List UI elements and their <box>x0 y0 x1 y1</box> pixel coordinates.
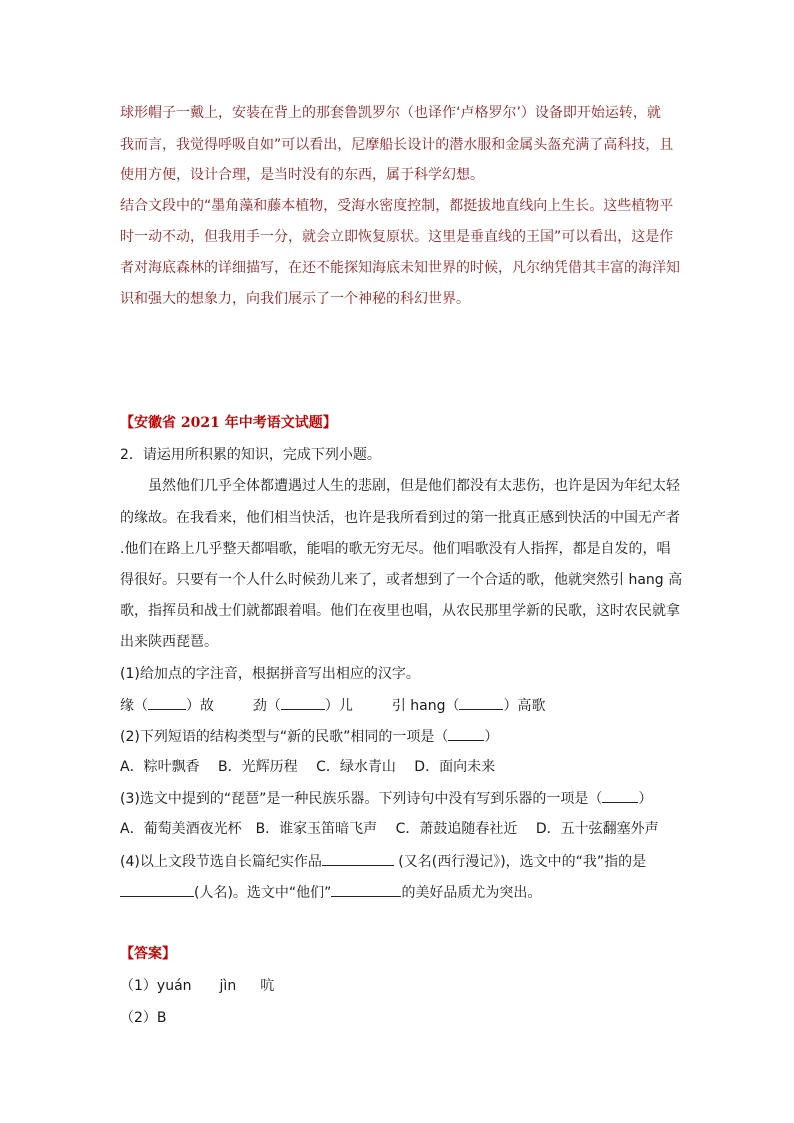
analysis-line: 者对海底森林的详细描写，在还不能探知海底未知世界的时候，凡尔纳凭借其丰富的海洋知 <box>120 260 680 276</box>
subquestion-3-close: ） <box>638 791 653 807</box>
analysis-line: 球形帽子一戴上，安装在背上的那套鲁凯罗尔（也译作‘卢格罗尔’）设备即开始运转，就 <box>120 105 661 121</box>
subquestion-3-options: A．葡萄美酒夜光杯 B．谁家玉笛暗飞声 C．萧鼓追随春社近 D．五十弦翻塞外声 <box>120 821 659 837</box>
analysis-line: 结合文段中的“墨角藻和藤本植物，受海水密度控制，都挺拔地直线向上生长。这些植物平 <box>120 198 674 214</box>
answer-blank[interactable] <box>120 882 194 897</box>
word-2-suffix: ）儿 <box>324 698 353 714</box>
subquestion-2-text: (2)下列短语的结构类型与“新的民歌”相同的一项是（ <box>120 729 449 745</box>
answer-blank[interactable] <box>448 726 484 741</box>
answer-blank[interactable] <box>148 695 186 710</box>
word-3-prefix: 引 hang（ <box>391 698 460 714</box>
analysis-line: 使用方便，设计合理，是当时没有的东西，属于科学幻想。 <box>120 167 484 183</box>
subquestion-4-text: (4)以上文段节选自长篇纪实作品 <box>120 854 322 870</box>
answer-2: （2）B <box>120 1010 167 1026</box>
analysis-line: 时一动不动，但我用手一分，就会立即恢复原状。这里是垂直线的王国”可以看出，这是作 <box>120 229 674 245</box>
section-heading: 【安徽省 2021 年中考语文试题】 <box>120 415 337 431</box>
question-prompt: 2．请运用所积累的知识，完成下列小题。 <box>120 447 381 463</box>
subquestion-3-text: (3)选文中提到的“琵琶”是一种民族乐器。下列诗句中没有写到乐器的一项是（ <box>120 791 603 807</box>
analysis-line: 我而言，我觉得呼吸自如”可以看出，尼摩船长设计的潜水服和金属头盔充满了高科技，且 <box>120 137 674 153</box>
answer-blank[interactable] <box>602 788 638 803</box>
answer-heading: 【答案】 <box>120 946 176 962</box>
subquestion-3 <box>120 788 652 809</box>
answer-blank[interactable] <box>331 882 401 897</box>
answer-1-label: （1） <box>120 978 157 994</box>
subquestion-1: (1)给加点的字注音，根据拼音写出相应的汉字。 <box>120 666 420 682</box>
subquestion-4-text-4: 的美好品质尤为突出。 <box>401 885 542 901</box>
passage-line: .他们在路上几乎整天都唱歌，能唱的歌无穷无尽。他们唱歌没有人指挥，都是自发的，唱 <box>120 541 671 557</box>
word-2-prefix: 劲（ <box>252 698 281 714</box>
subquestion-4-cont <box>120 882 541 903</box>
answer-1-pinyin-2: jìn <box>219 978 237 994</box>
subquestion-4 <box>120 851 646 872</box>
passage-line: 得很好。只要有一个人什么时候劲儿来了，或者想到了一个合适的歌，他就突然引 hang 高 <box>120 572 683 588</box>
subquestion-2-options: A．粽叶飘香 B．光辉历程 C．绿水青山 D．面向未来 <box>120 759 496 775</box>
subquestion-4-text-3: (人名)。选文中“他们” <box>194 885 332 901</box>
word-3-suffix: ）高歌 <box>503 698 546 714</box>
analysis-line: 识和强大的想象力，向我们展示了一个神秘的科幻世界。 <box>120 291 470 307</box>
answer-blank[interactable] <box>459 695 503 710</box>
answer-1-pinyin-1: yuán <box>156 978 192 994</box>
word-1-prefix: 缘（ <box>120 698 148 714</box>
answer-blank[interactable] <box>322 851 394 866</box>
passage-line: 出来陕西琵琶。 <box>120 634 218 650</box>
subquestion-1-blanks <box>120 695 545 716</box>
subquestion-2 <box>120 726 498 747</box>
passage-line: 虽然他们几乎全体都遭遇过人生的悲剧，但是他们都没有太悲伤，也许是因为年纪太轻 <box>148 478 680 494</box>
subquestion-2-close: ） <box>484 729 499 745</box>
passage-line: 的缘故。在我看来，他们相当快活，也许是我所看到过的第一批真正感到快活的中国无产者 <box>120 510 680 526</box>
passage-line: 歌，指挥员和战士们就都跟着唱。他们在夜里也唱，从农民那里学新的民歌，这时农民就拿 <box>120 603 680 619</box>
word-1-suffix: ）故 <box>186 698 214 714</box>
answer-blank[interactable] <box>281 695 325 710</box>
subquestion-4-text-2: (又名(西行漫记》)，选文中的“我”指的是 <box>393 854 647 870</box>
answer-1 <box>120 976 274 996</box>
answer-1-char: 吭 <box>260 978 275 994</box>
